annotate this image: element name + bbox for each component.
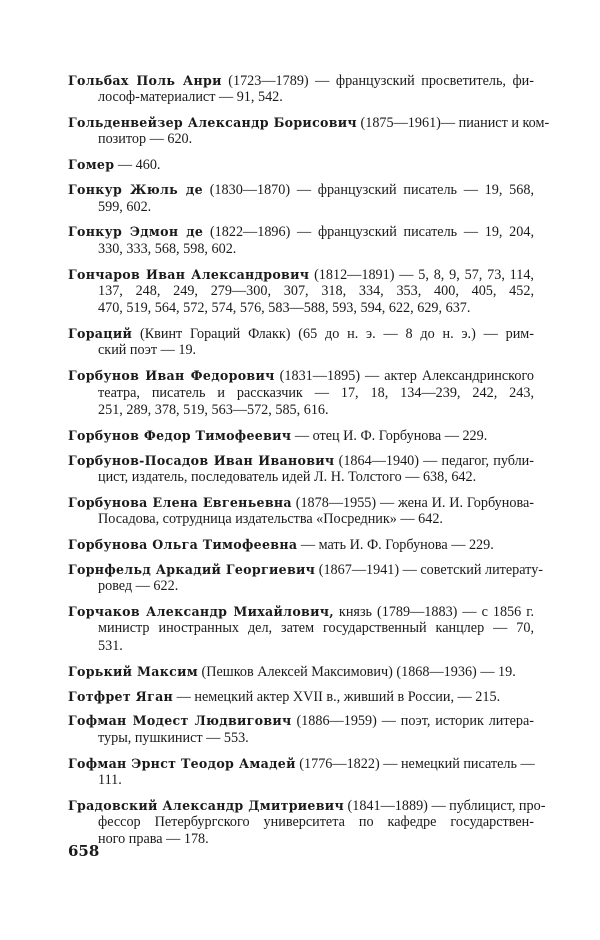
entry-continuation-line: [68, 402, 534, 419]
page-number: 658: [68, 842, 100, 860]
entry-first-line: [68, 712, 534, 729]
entry-name: Готфрет Яган: [68, 688, 174, 704]
entry-first-line: [68, 663, 534, 680]
index-entry: [68, 688, 534, 705]
entry-name: Горбунов Федор Тимофеевич: [68, 427, 292, 443]
entry-first-line: [68, 72, 534, 89]
entry-continuation-line: [68, 469, 534, 486]
entry-text: (1831—1895) — актер Александринского: [274, 368, 535, 385]
index-entry: [68, 72, 534, 107]
entry-first-line: [68, 494, 534, 511]
entry-text: князь (1789—1883) — с 1856 г.: [333, 604, 534, 621]
entry-text: (Квинт Гораций Флакк) (65 до н. э. — 8 до н. э.) — рим-: [132, 326, 534, 343]
entry-text: ного права — 178.: [98, 831, 209, 848]
entry-text: (1812—1891) — 5, 8, 9, 57, 73, 114,: [309, 266, 534, 283]
entry-name: Горбунов-Посадов Иван Иванович: [68, 452, 335, 468]
entry-continuation-line: [68, 511, 534, 528]
entry-name: Гольбах Поль Анри: [68, 73, 222, 88]
entry-first-line: [68, 755, 534, 772]
index-entry: [68, 156, 534, 173]
entry-text: 599, 602.: [98, 198, 152, 215]
entry-first-line: [68, 536, 534, 553]
index-entry: [68, 603, 534, 655]
entry-continuation-line: [68, 730, 534, 747]
entry-text: позитор — 620.: [98, 131, 193, 148]
entry-text: Посадова, сотрудница издательства «Посредник» — 642.: [98, 511, 443, 528]
index-entry: [68, 755, 534, 790]
entry-text: 330, 333, 568, 598, 602.: [98, 240, 237, 257]
entry-text: (1864—1940) — педагог, публи-: [334, 452, 534, 469]
entry-name: Гольденвейзер Александр Борисович: [68, 115, 357, 131]
entry-name: Горбунова Елена Евгеньевна: [68, 494, 292, 510]
entry-text: 111.: [98, 771, 122, 788]
entry-name: Гофман Эрнст Теодор Амадей: [68, 755, 296, 771]
index-entry: [68, 797, 546, 849]
entry-name: Горчаков Александр Михайлович,: [68, 604, 334, 620]
index-entry: [68, 712, 534, 747]
entry-text: 251, 289, 378, 519, 563—572, 585, 616.: [98, 401, 329, 418]
entry-text: 531.: [98, 637, 123, 654]
entry-name: Горбунов Иван Федорович: [68, 368, 275, 384]
entry-first-line: [68, 223, 534, 240]
entry-name: Гончаров Иван Александрович: [68, 266, 310, 282]
entry-name: Горбунова Ольга Тимофеевна: [68, 537, 298, 553]
entry-first-line: [68, 452, 534, 469]
entry-text: цист, издатель, последователь идей Л. Н. Толстого — 638, 642.: [98, 468, 477, 485]
entry-text: (1723—1789) — французский просветитель, фи-: [221, 73, 534, 89]
entry-continuation-line: [68, 89, 534, 106]
entry-continuation-line: [68, 131, 534, 148]
entry-continuation-line: [68, 638, 534, 655]
entry-text: 470, 519, 564, 572, 574, 576, 583—588, 593, 594, 622, 629, 637.: [98, 300, 471, 317]
entry-text: (1841—1889) — публицист, про-: [343, 797, 546, 814]
entry-text: фессор Петербургского университета по кафедре государствен-: [98, 814, 534, 831]
entry-text: — мать И. Ф. Горбунова — 229.: [297, 537, 494, 554]
entry-name: Гофман Модест Людвигович: [68, 713, 292, 729]
entry-text: (1867—1941) — советский литерату-: [315, 561, 544, 578]
entry-continuation-line: [68, 831, 534, 848]
entry-first-line: [68, 367, 534, 384]
index-entry: [68, 494, 534, 529]
entry-first-line: [68, 114, 550, 132]
index-entry: [68, 181, 534, 216]
entry-text: (Пешков Алексей Максимович) (1868—1936) — 19.: [197, 663, 516, 680]
entry-name: Горнфельд Аркадий Георгиевич: [68, 561, 316, 577]
entry-continuation-line: [68, 385, 534, 402]
index-entry: [68, 367, 534, 419]
name-index: [68, 72, 550, 856]
entry-text: ский поэт — 19.: [98, 342, 197, 359]
entry-continuation-line: [68, 342, 534, 359]
entry-text: театра, писатель и рассказчик — 17, 18, 134—239, 242, 243,: [98, 384, 534, 401]
entry-name: Гонкур Эдмон де: [68, 224, 204, 240]
entry-text: (1776—1822) — немецкий писатель —: [295, 755, 535, 772]
entry-first-line: [68, 181, 534, 198]
entry-first-line: [68, 427, 534, 444]
index-entry: [68, 114, 550, 149]
entry-text: (1875—1961)— пианист и ком-: [356, 115, 550, 132]
entry-name: Гомер: [68, 157, 115, 173]
entry-text: туры, пушкинист — 553.: [98, 729, 249, 746]
entry-text: (1830—1870) — французский писатель — 19, 568,: [202, 182, 534, 199]
entry-text: (1822—1896) — французский писатель — 19, 204,: [203, 224, 534, 241]
index-entry: [68, 427, 534, 444]
entry-text: лософ-материалист — 91, 542.: [98, 89, 283, 106]
entry-first-line: [68, 561, 544, 578]
entry-first-line: [68, 266, 534, 283]
index-entry: [68, 266, 534, 318]
entry-continuation-line: [68, 300, 534, 317]
entry-text: — 460.: [114, 157, 161, 174]
entry-continuation-line: [68, 772, 534, 789]
entry-name: Горький Максим: [68, 663, 198, 679]
entry-first-line: [68, 797, 546, 814]
entry-continuation-line: [68, 283, 534, 300]
index-entry: [68, 223, 534, 258]
entry-continuation-line: [68, 578, 534, 595]
entry-text: министр иностранных дел, затем государственный канцлер — 70,: [98, 620, 534, 637]
entry-text: 137, 248, 249, 279—300, 307, 318, 334, 353, 400, 405, 452,: [98, 282, 534, 299]
entry-name: Градовский Александр Дмитриевич: [68, 797, 344, 813]
entry-continuation-line: [68, 814, 534, 831]
entry-name: Гонкур Жюль де: [68, 182, 203, 198]
entry-continuation-line: [68, 199, 534, 216]
index-entry: [68, 325, 534, 360]
entry-text: — немецкий актер XVII в., живший в России, — 215.: [173, 688, 501, 705]
entry-first-line: [68, 325, 534, 342]
entry-name: Гораций: [68, 326, 133, 342]
index-entry: [68, 536, 534, 553]
entry-text: ровед — 622.: [98, 578, 179, 595]
index-entry: [68, 663, 534, 680]
entry-continuation-line: [68, 620, 534, 637]
entry-first-line: [68, 603, 534, 620]
entry-text: (1886—1959) — поэт, историк литера-: [291, 713, 534, 730]
index-entry: [68, 561, 544, 596]
entry-text: (1878—1955) — жена И. И. Горбунова-: [291, 494, 534, 511]
entry-first-line: [68, 156, 534, 173]
index-entry: [68, 452, 534, 487]
entry-text: — отец И. Ф. Горбунова — 229.: [291, 427, 488, 444]
entry-continuation-line: [68, 241, 534, 258]
entry-first-line: [68, 688, 534, 705]
